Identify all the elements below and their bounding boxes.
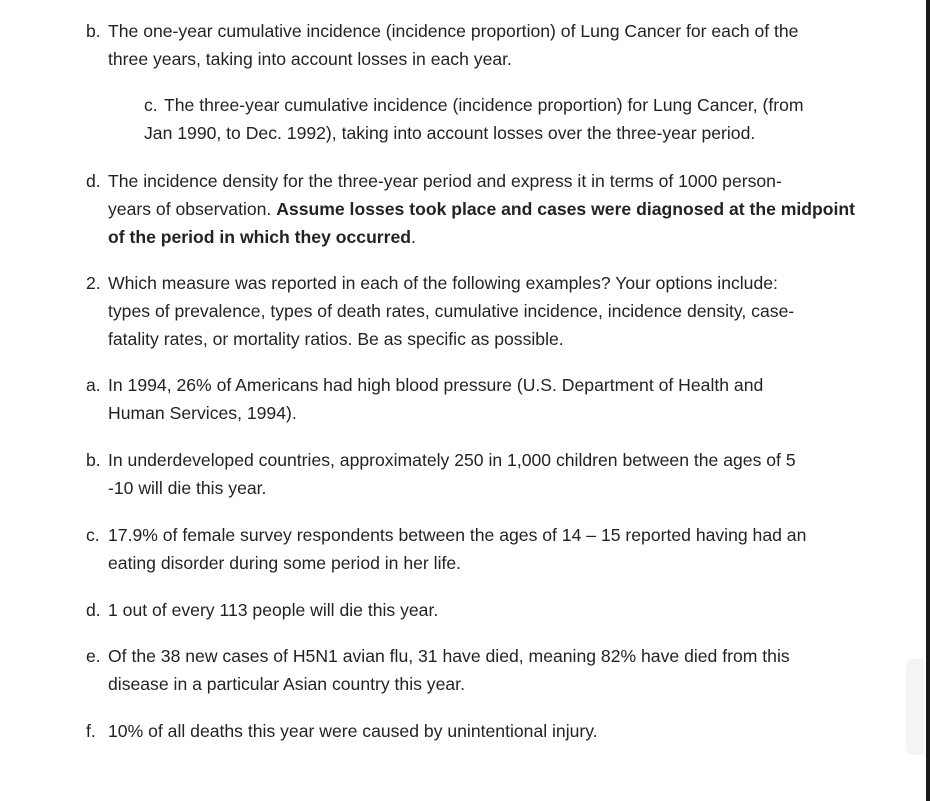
text-line: The three-year cumulative incidence (incidence proportion) for Lung Cancer, (from bbox=[164, 95, 804, 115]
text-line: three years, taking into account losses in each year. bbox=[108, 49, 512, 69]
item-marker: d. bbox=[86, 171, 101, 191]
text-line: disease in a particular Asian country this year. bbox=[108, 674, 465, 694]
item-text bbox=[86, 167, 855, 251]
text-line: fatality rates, or mortality ratios. Be as specific as possible. bbox=[108, 329, 564, 349]
item-marker: f. bbox=[86, 721, 96, 741]
item-text bbox=[86, 269, 794, 353]
question-2d bbox=[86, 596, 438, 624]
question-1c bbox=[144, 91, 804, 147]
question-2 bbox=[86, 269, 794, 353]
item-marker: c. bbox=[144, 95, 158, 115]
text-line: The one-year cumulative incidence (incidence proportion) of Lung Cancer for each of the bbox=[108, 21, 799, 41]
text-line: In underdeveloped countries, approximately 250 in 1,000 children between the ages of 5 bbox=[108, 450, 796, 470]
bold-instruction: Assume losses took place and cases were diagnosed at the midpoint bbox=[276, 199, 856, 219]
text-line: Which measure was reported in each of the following examples? Your options include: bbox=[108, 273, 778, 293]
item-text bbox=[86, 371, 763, 427]
question-2b bbox=[86, 446, 796, 502]
bold-instruction: of the period in which they occurred bbox=[108, 227, 412, 247]
question-2f bbox=[86, 717, 598, 745]
item-text bbox=[86, 642, 790, 698]
text-line: -10 will die this year. bbox=[108, 478, 267, 498]
item-text bbox=[86, 17, 798, 73]
item-text bbox=[144, 91, 804, 147]
item-marker: e. bbox=[86, 646, 101, 666]
text-line: 10% of all deaths this year were caused by unintentional injury. bbox=[108, 721, 598, 741]
text-line: years of observation. Assume losses took place and cases were diagnosed at the midpoint bbox=[108, 199, 856, 219]
text-line: 1 out of every 113 people will die this year. bbox=[108, 600, 439, 620]
text-line: 17.9% of female survey respondents between the ages of 14 – 15 reported having had an bbox=[108, 525, 807, 545]
item-marker: c. bbox=[86, 525, 100, 545]
text-line: Of the 38 new cases of H5N1 avian flu, 31 have died, meaning 82% have died from this bbox=[108, 646, 790, 666]
question-2e bbox=[86, 642, 790, 698]
text-line: Jan 1990, to Dec. 1992), taking into account losses over the three-year period. bbox=[144, 123, 756, 143]
question-1b bbox=[86, 17, 798, 73]
item-marker: d. bbox=[86, 600, 101, 620]
item-text bbox=[86, 521, 806, 577]
text-line: of the period in which they occurred. bbox=[108, 227, 416, 247]
item-marker: a. bbox=[86, 375, 101, 395]
text-line: eating disorder during some period in her life. bbox=[108, 553, 462, 573]
question-1d bbox=[86, 167, 855, 251]
text-line: The incidence density for the three-year period and express it in terms of 1000 person- bbox=[108, 171, 782, 191]
text-line: types of prevalence, types of death rates, cumulative incidence, incidence density, case- bbox=[108, 301, 795, 321]
item-marker: b. bbox=[86, 21, 101, 41]
question-2c bbox=[86, 521, 806, 577]
item-text bbox=[86, 717, 598, 745]
text-line: Human Services, 1994). bbox=[108, 403, 297, 423]
side-panel-handle[interactable] bbox=[906, 659, 924, 755]
item-text bbox=[86, 596, 438, 624]
text-line: In 1994, 26% of Americans had high blood pressure (U.S. Department of Health and bbox=[108, 375, 764, 395]
question-2a bbox=[86, 371, 763, 427]
item-marker: 2. bbox=[86, 273, 101, 293]
item-marker: b. bbox=[86, 450, 101, 470]
scrollbar[interactable] bbox=[926, 0, 930, 801]
item-text bbox=[86, 446, 796, 502]
